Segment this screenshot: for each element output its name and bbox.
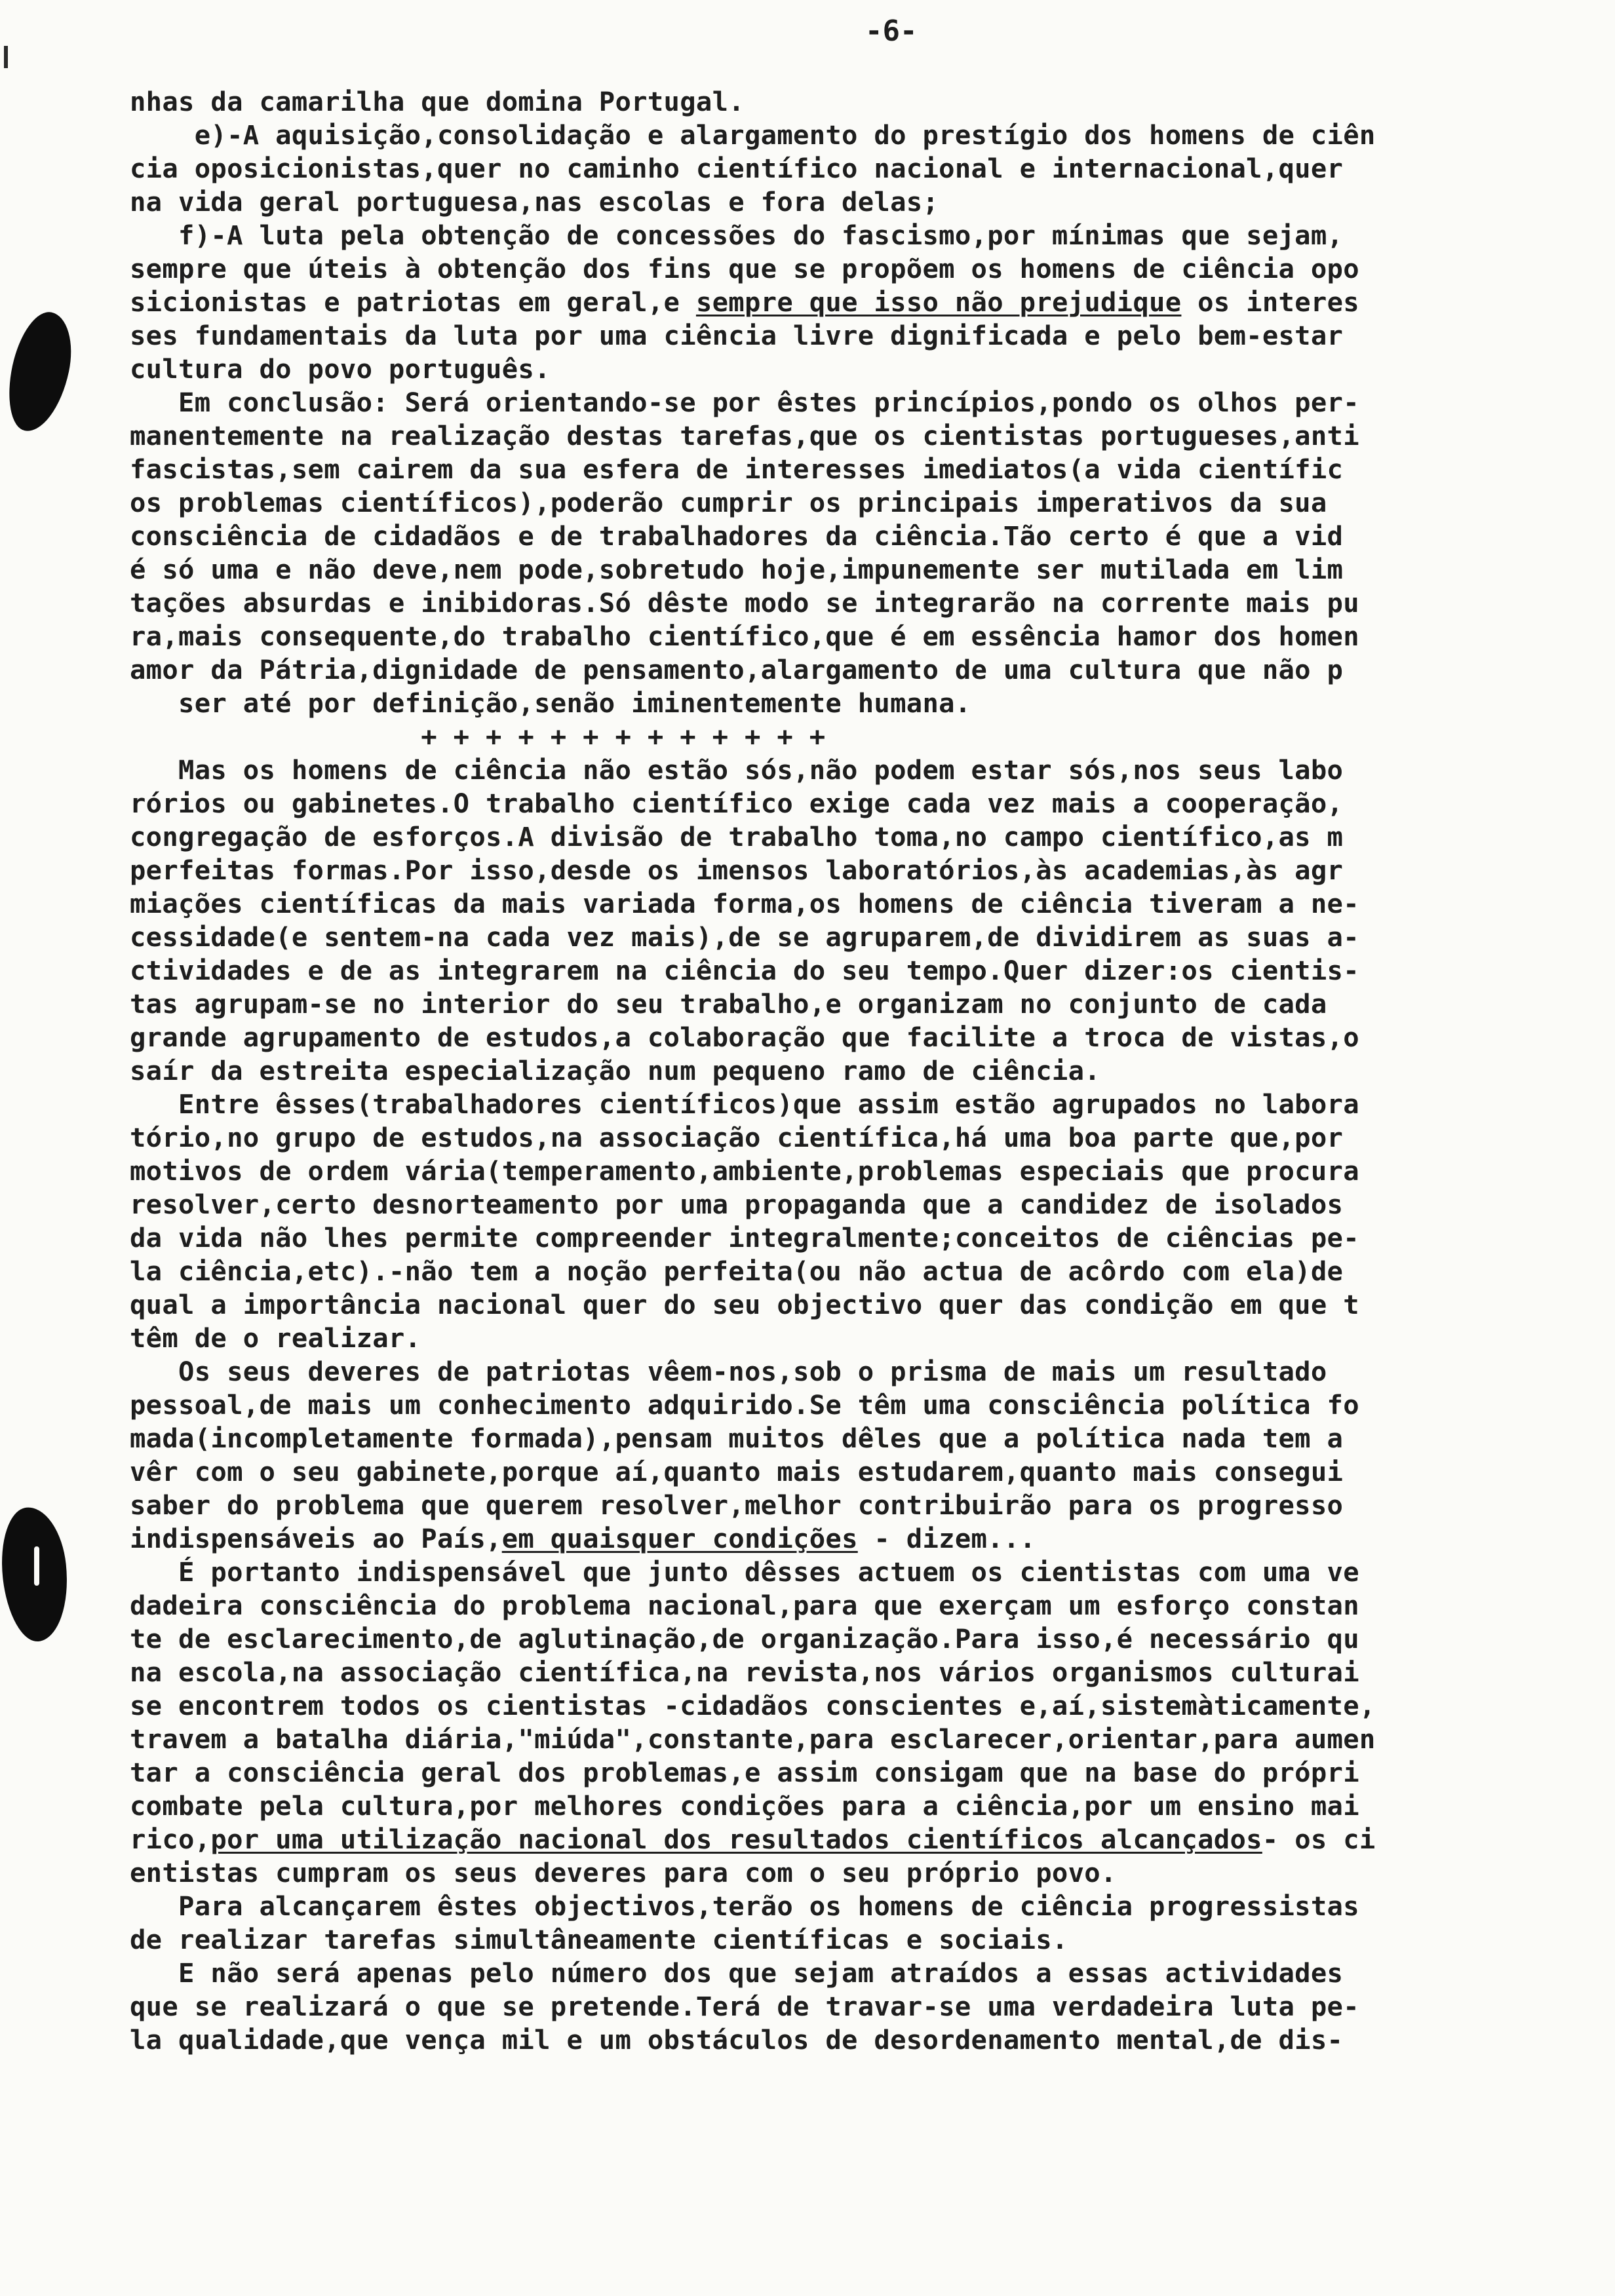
text-segment: sicionistas e patriotas em geral,e — [130, 286, 696, 318]
text-line — [130, 319, 1615, 353]
text-line — [130, 754, 1615, 787]
text-segment: congregação de esforços.A divisão de trabalho toma,no campo científico,as m — [130, 821, 1344, 852]
text-line — [130, 353, 1615, 386]
text-line — [130, 1188, 1615, 1221]
text-line — [130, 921, 1615, 954]
text-segment: que se realizará o que se pretende.Terá de travar-se uma verdadeira luta pe- — [130, 1991, 1359, 2022]
text-line — [130, 653, 1615, 687]
text-line — [130, 687, 1615, 720]
text-line — [130, 419, 1615, 453]
text-line — [130, 1556, 1615, 1589]
text-line — [130, 453, 1615, 486]
text-segment: qual a importância nacional quer do seu objectivo quer das condição em que t — [130, 1289, 1359, 1320]
text-line — [130, 1489, 1615, 1522]
text-line — [130, 386, 1615, 419]
text-line — [130, 1957, 1615, 1990]
text-segment: de realizar tarefas simultâneamente científicas e sociais. — [130, 1924, 1068, 1955]
text-segment: ctividades e de as integrarem na ciência do seu tempo.Quer dizer:os cientis- — [130, 955, 1359, 986]
text-line — [130, 954, 1615, 987]
text-segment: - os ci — [1262, 1824, 1376, 1855]
text-segment: sempre que úteis à obtenção dos fins que se propõem os homens de ciência opo — [130, 253, 1359, 284]
text-segment: manentemente na realização destas tarefas,que os cientistas portugueses,anti — [130, 420, 1359, 451]
text-line — [130, 1656, 1615, 1689]
text-line — [130, 1221, 1615, 1255]
underlined-phrase: em quaisquer condições — [501, 1523, 858, 1554]
text-segment: e)-A aquisição,consolidação e alargamento do prestígio dos homens de ciên — [130, 119, 1376, 151]
text-line — [130, 1054, 1615, 1088]
text-line — [130, 152, 1615, 185]
text-line — [130, 586, 1615, 620]
text-segment: cia oposicionistas,quer no caminho científico nacional e internacional,quer — [130, 153, 1344, 184]
margin-mark — [4, 46, 8, 68]
text-segment: na vida geral portuguesa,nas escolas e fora delas; — [130, 186, 939, 218]
text-line — [130, 820, 1615, 854]
underlined-phrase: por uma utilização nacional dos resultados científicos alcançados — [210, 1824, 1262, 1855]
text-segment: é só uma e não deve,nem pode,sobretudo hoje,impunemente ser mutilada em lim — [130, 554, 1344, 585]
text-line — [130, 1121, 1615, 1155]
text-segment: tações absurdas e inibidoras.Só dêste modo se integrarão na corrente mais pu — [130, 587, 1359, 619]
text-segment: têm de o realizar. — [130, 1322, 421, 1354]
text-segment: ses fundamentais da luta por uma ciência livre dignificada e pelo bem-estar — [130, 320, 1344, 351]
text-segment: fascistas,sem cairem da sua esfera de interesses imediatos(a vida científic — [130, 453, 1344, 485]
text-line — [130, 720, 1615, 754]
text-segment: tório,no grupo de estudos,na associação científica,há uma boa parte que,por — [130, 1122, 1344, 1153]
text-segment: pessoal,de mais um conhecimento adquirido.Se têm uma consciência política fo — [130, 1389, 1359, 1421]
text-segment: E não será apenas pelo número dos que sejam atraídos a essas actividades — [130, 1957, 1344, 1989]
text-segment: amor da Pátria,dignidade de pensamento,alargamento de uma cultura que não p — [130, 654, 1344, 685]
text-line — [130, 1522, 1615, 1556]
text-line — [130, 1322, 1615, 1355]
text-segment: rórios ou gabinetes.O trabalho científico exige cada vez mais a cooperação, — [130, 788, 1344, 819]
text-line — [130, 620, 1615, 653]
text-segment: rico, — [130, 1824, 211, 1855]
text-line — [130, 1990, 1615, 2023]
text-segment: Mas os homens de ciência não estão sós,não podem estar sós,nos seus labo — [130, 754, 1344, 786]
text-segment: dadeira consciência do problema nacional,para que exerçam um esforço constan — [130, 1590, 1359, 1621]
text-segment: grande agrupamento de estudos,a colaboração que facilite a troca de vistas,o — [130, 1022, 1359, 1053]
text-segment: os problemas científicos),poderão cumprir os principais imperativos da sua — [130, 487, 1327, 518]
text-segment: - dizem... — [857, 1523, 1036, 1554]
text-line — [130, 1923, 1615, 1957]
text-segment: Para alcançarem êstes objectivos,terão os homens de ciência progressistas — [130, 1890, 1359, 1922]
text-line — [130, 787, 1615, 820]
text-line — [130, 185, 1615, 219]
text-line — [130, 1856, 1615, 1890]
text-line — [130, 1088, 1615, 1121]
text-line — [130, 1589, 1615, 1622]
typewritten-body — [130, 85, 1615, 2057]
text-line — [130, 1155, 1615, 1188]
text-line — [130, 1723, 1615, 1756]
text-segment: saír da estreita especialização num pequeno ramo de ciência. — [130, 1055, 1100, 1086]
text-segment: entistas cumpram os seus deveres para com o seu próprio povo. — [130, 1857, 1117, 1888]
text-segment: consciência de cidadãos e de trabalhadores da ciência.Tão certo é que a vid — [130, 520, 1344, 552]
text-segment: combate pela cultura,por melhores condições para a ciência,por um ensino mai — [130, 1790, 1359, 1822]
text-segment: na escola,na associação científica,na revista,nos vários organismos culturai — [130, 1656, 1359, 1688]
ink-blot-notch — [34, 1546, 39, 1586]
text-segment: tas agrupam-se no interior do seu trabalho,e organizam no conjunto de cada — [130, 988, 1327, 1020]
text-line — [130, 119, 1615, 152]
text-line — [130, 486, 1615, 520]
text-line — [130, 520, 1615, 553]
text-segment: Entre êsses(trabalhadores científicos)que assim estão agrupados no labora — [130, 1088, 1359, 1120]
text-segment: miações científicas da mais variada forma,os homens de ciência tiveram a ne- — [130, 888, 1359, 919]
text-line — [130, 1756, 1615, 1789]
text-segment: saber do problema que querem resolver,melhor contribuirão para os progresso — [130, 1489, 1344, 1521]
underlined-phrase: sempre que isso não prejudique — [695, 286, 1182, 318]
text-segment: se encontrem todos os cientistas -cidadãos conscientes e,aí,sistemàticamente, — [130, 1690, 1376, 1721]
text-line — [130, 854, 1615, 887]
text-line — [130, 887, 1615, 921]
text-segment: É portanto indispensável que junto dêsses actuem os cientistas com uma ve — [130, 1556, 1359, 1588]
text-segment: ser até por definição,senão iminentemente humana. — [130, 687, 971, 719]
text-line — [130, 1388, 1615, 1422]
text-segment: da vida não lhes permite compreender integralmente;conceitos de ciências pe- — [130, 1222, 1359, 1253]
text-segment: motivos de ordem vária(temperamento,ambiente,problemas especiais que procura — [130, 1155, 1359, 1187]
text-line — [130, 553, 1615, 586]
text-line — [130, 1455, 1615, 1489]
text-line — [130, 987, 1615, 1021]
text-line — [130, 2023, 1615, 2057]
text-segment: + + + + + + + + + + + + + — [130, 721, 826, 752]
text-segment: f)-A luta pela obtenção de concessões do fascismo,por mínimas que sejam, — [130, 220, 1344, 251]
text-segment: Os seus deveres de patriotas vêem-nos,sob o prisma de mais um resultado — [130, 1356, 1327, 1387]
text-segment: travem a batalha diária,"miúda",constante,para esclarecer,orientar,para aumen — [130, 1723, 1376, 1755]
text-segment: vêr com o seu gabinete,porque aí,quanto mais estudarem,quanto mais consegui — [130, 1456, 1344, 1487]
text-line — [130, 286, 1615, 319]
text-line — [130, 1422, 1615, 1455]
text-line — [130, 252, 1615, 286]
text-line — [130, 1890, 1615, 1923]
text-segment: resolver,certo desnorteamento por uma propaganda que a candidez de isolados — [130, 1189, 1344, 1220]
text-line — [130, 85, 1615, 119]
text-line — [130, 1355, 1615, 1388]
text-segment: Em conclusão: Será orientando-se por êstes princípios,pondo os olhos per- — [130, 387, 1359, 418]
text-segment: la ciência,etc).-não tem a noção perfeita(ou não actua de acôrdo com ela)de — [130, 1255, 1344, 1287]
page-number: -6- — [865, 14, 918, 48]
text-segment: cultura do povo português. — [130, 353, 551, 385]
text-segment: nhas da camarilha que domina Portugal. — [130, 86, 745, 117]
text-segment: cessidade(e sentem-na cada vez mais),de se agruparem,de dividirem as suas a- — [130, 921, 1359, 953]
text-segment: te de esclarecimento,de aglutinação,de organização.Para isso,é necessário qu — [130, 1623, 1359, 1655]
text-line — [130, 1021, 1615, 1054]
text-line — [130, 1689, 1615, 1723]
text-line — [130, 1288, 1615, 1322]
text-segment: la qualidade,que vença mil e um obstáculos de desordenamento mental,de dis- — [130, 2024, 1344, 2056]
text-segment: mada(incompletamente formada),pensam muitos dêles que a política nada tem a — [130, 1423, 1344, 1454]
text-segment: perfeitas formas.Por isso,desde os imensos laboratórios,às academias,às agr — [130, 854, 1344, 886]
text-line — [130, 219, 1615, 252]
text-segment: os interes — [1181, 286, 1359, 318]
text-line — [130, 1622, 1615, 1656]
text-segment: indispensáveis ao País, — [130, 1523, 502, 1554]
text-line — [130, 1789, 1615, 1823]
text-segment: tar a consciência geral dos problemas,e assim consigam que na base do própri — [130, 1757, 1359, 1788]
ink-blot-top — [0, 307, 80, 437]
text-line — [130, 1255, 1615, 1288]
text-segment: ra,mais consequente,do trabalho científico,que é em essência hamor dos homen — [130, 621, 1359, 652]
text-line — [130, 1823, 1615, 1856]
